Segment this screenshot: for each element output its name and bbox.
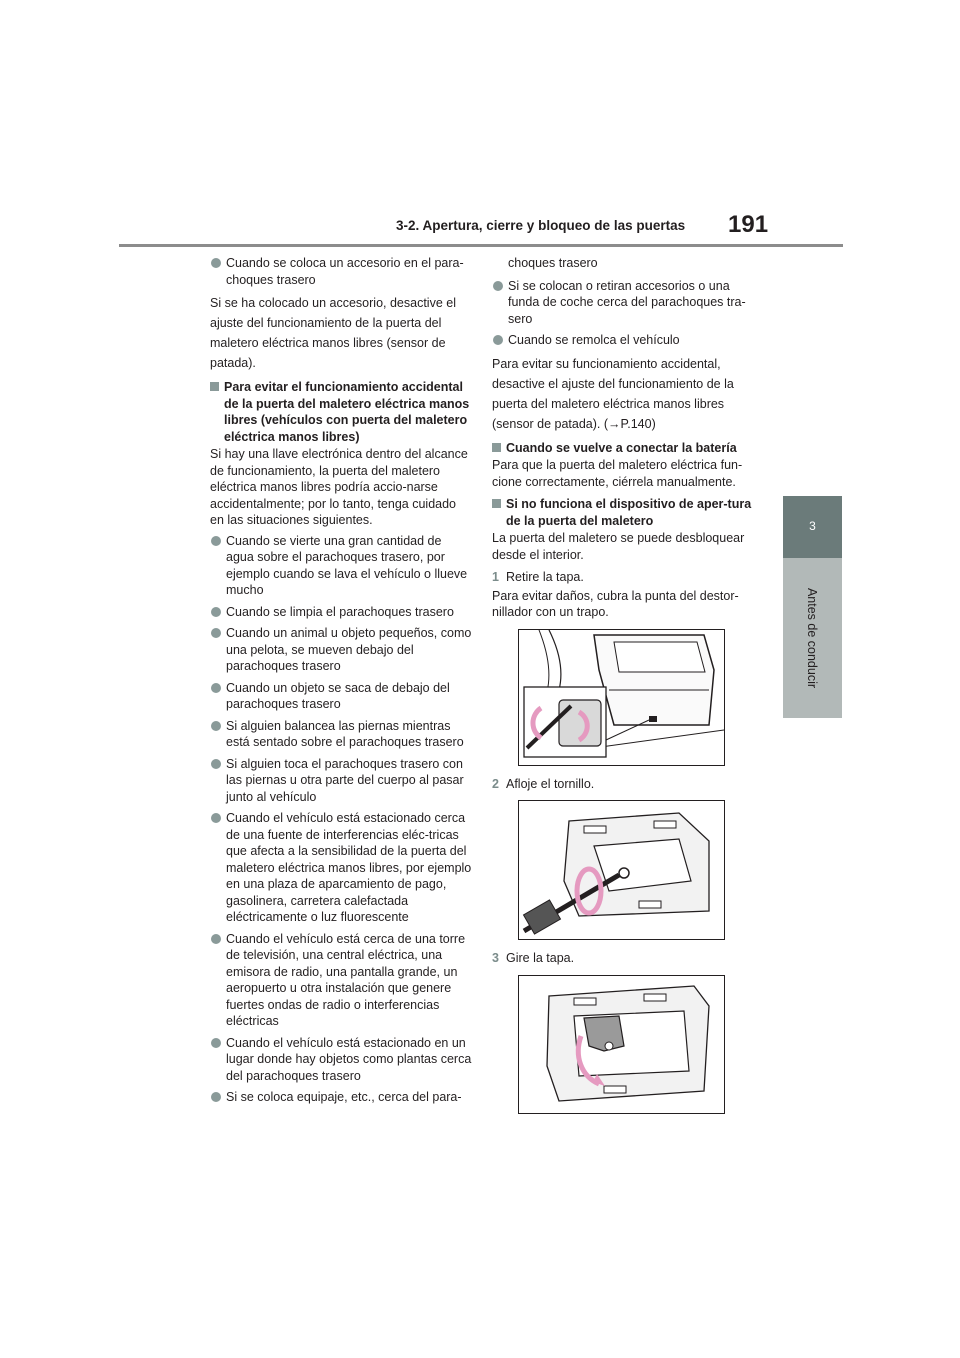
list-item: Si se coloca equipaje, etc., cerca del para- [210, 1089, 472, 1106]
list-item: Cuando el vehículo está cerca de una torre de televisión, una central eléctrica, una emisora de radio, una pantalla grande, un aeropuerto u otra instalación que genere fuertes ondas de radio o interferencias eléctricas [210, 931, 472, 1030]
list-item: Cuando el vehículo está estacionado cerca de una fuente de interferencias eléc-tricas que afecta a la sensibilidad de la puerta del maletero eléctrica manos libres, por ejemplo en una plaza de aparcamiento de pago, gasolinera, carretera calefactada eléctricamente o luz fluorescente [210, 810, 472, 926]
bullet-icon [211, 934, 221, 944]
step-number: 1 [492, 570, 499, 584]
list-item: Si se colocan o retiran accesorios o una funda de coche cerca del parachoques tra-sero [492, 278, 757, 328]
subheading: Cuando se vuelve a conectar la batería [492, 440, 757, 457]
figure-remove-cover [518, 629, 725, 766]
left-column [210, 255, 472, 1111]
list-item: Cuando el vehículo está estacionado en un lugar donde hay objetos como plantas cerca del parachoques trasero [210, 1035, 472, 1085]
bullet-icon [211, 1092, 221, 1102]
header-rule [119, 244, 843, 247]
continued-text: choques trasero [508, 256, 598, 270]
list-item: Cuando se remolca el vehículo [492, 332, 757, 349]
paragraph: Si se ha colocado un accesorio, desactive el ajuste del funcionamiento de la puerta del maletero eléctrica manos libres (sensor de patada). [210, 296, 456, 370]
square-bullet-icon [210, 382, 219, 391]
chapter-tab [783, 496, 842, 558]
step-1: 1 Retire la tapa. [492, 570, 584, 584]
bullet-icon [493, 281, 503, 291]
section-title: 3-2. Apertura, cierre y bloqueo de las puertas [396, 218, 686, 233]
bullet-icon [211, 721, 221, 731]
bullet-icon [211, 536, 221, 546]
bullet-icon [211, 1038, 221, 1048]
step-2: 2 Afloje el tornillo. [492, 776, 595, 791]
bullet-icon [211, 607, 221, 617]
list-item: Cuando se vierte una gran cantidad de agua sobre el parachoques trasero, por ejemplo cuando se lava el vehículo o llueve mucho [210, 533, 472, 599]
square-bullet-icon [492, 443, 501, 452]
bullet-icon [211, 813, 221, 823]
cover-illustration [519, 976, 724, 1113]
list-item: Cuando un objeto se saca de debajo del parachoques trasero [210, 680, 472, 713]
figure-loosen-screw [518, 800, 725, 940]
square-bullet-icon [492, 499, 501, 508]
subheading: Si no funciona el dispositivo de aper-tura de la puerta del maletero [492, 496, 757, 529]
tailgate-illustration [519, 630, 724, 765]
list-item: Si alguien balancea las piernas mientras está sentado sobre el parachoques trasero [210, 718, 472, 751]
bullet-icon [493, 335, 503, 345]
subheading: Para evitar el funcionamiento accidental de la puerta del maletero eléctrica manos libres (vehículos con puerta del maletero eléctrica manos libres) [210, 379, 472, 445]
paragraph: Para evitar su funcionamiento accidental, desactive el ajuste del funcionamiento de la puerta del maletero eléctrica manos libres (sensor de patada). (→P.140) [492, 356, 734, 431]
bullet-icon [211, 258, 221, 268]
paragraph: Para que la puerta del maletero eléctrica fun-cione correctamente, ciérrela manualmente. [492, 458, 743, 489]
list-item: Si alguien toca el parachoques trasero con las piernas u otra parte del cuerpo al pasar junto al vehículo [210, 756, 472, 806]
screw-illustration [519, 801, 724, 939]
list-item: Cuando se limpia el parachoques trasero [210, 604, 472, 621]
paragraph: La puerta del maletero se puede desbloquear desde el interior. [492, 531, 745, 562]
right-column [492, 255, 757, 1124]
list-item: Cuando se coloca un accesorio en el para-choques trasero [210, 255, 472, 288]
chapter-number: 3 [809, 519, 816, 533]
list-item: Cuando un animal u objeto pequeños, como una pelota, se mueven debajo del parachoques trasero [210, 625, 472, 675]
paragraph: Si hay una llave electrónica dentro del alcance de funcionamiento, la puerta del maletero eléctrica manos libres podría accio-narse accidentalmente; por lo tanto, tenga cuidado en las situaciones siguientes. [210, 447, 468, 527]
figure-turn-cover [518, 975, 725, 1114]
step-3: 3 Gire la tapa. [492, 951, 575, 965]
bullet-icon [211, 759, 221, 769]
step-number: 2 [492, 776, 499, 791]
chapter-label: Antes de conducir [805, 587, 819, 689]
bullet-icon [211, 628, 221, 638]
paragraph: Para evitar daños, cubra la punta del destor-nillador con un trapo. [492, 588, 739, 619]
bullet-icon [211, 683, 221, 693]
page-number: 191 [728, 211, 769, 238]
step-number: 3 [492, 951, 499, 965]
